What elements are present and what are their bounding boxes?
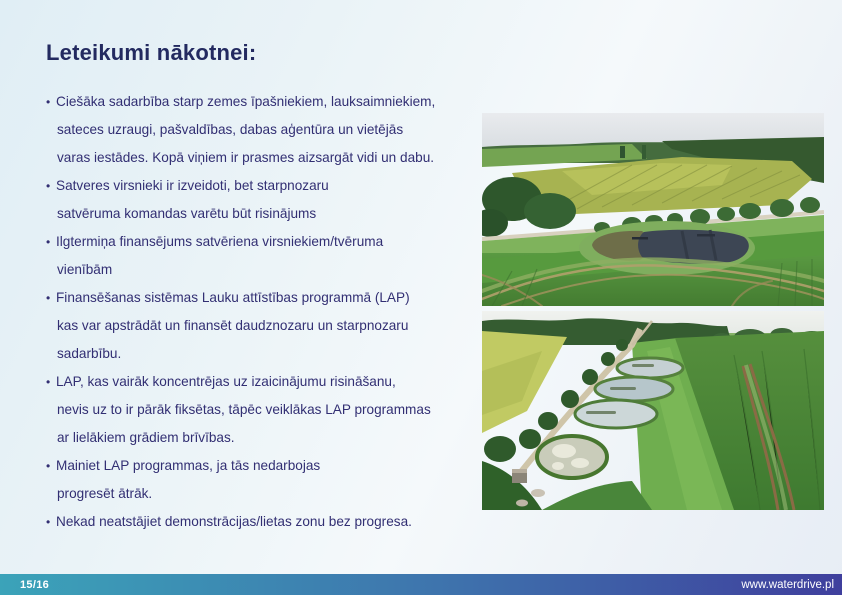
list-item [46,452,480,480]
bullet-marker-icon: • [46,291,51,305]
list-item [46,88,480,116]
list-item-text: vienībām [57,262,113,277]
bullet-marker-icon: • [46,235,51,249]
bullet-list [46,88,480,536]
list-item-text: satvēruma komandas varētu būt risinājums [57,206,317,221]
aerial-photo-top-illustration [482,113,824,306]
list-item-text: progresēt ātrāk. [57,486,153,501]
list-item-text: Ciešāka sadarbība starp zemes īpašniekiem, lauksaimniekiem, [56,94,436,109]
text-column [46,40,480,536]
list-item [46,508,480,536]
list-item [46,228,480,256]
list-item-text: sateces uzraugi, pašvaldības, dabas aģentūra un vietējās [57,122,404,137]
list-item-text: kas var apstrādāt un finansēt daudznozaru un starpnozaru [57,318,409,333]
list-item-text: Mainiet LAP programmas, ja tās nedarbojas [56,458,321,473]
bullet-marker-icon: • [46,375,51,389]
list-item-text: varas iestādes. Kopā viņiem ir prasmes aizsargāt vidi un dabu. [57,150,435,165]
list-item-text: Satveres virsnieki ir izveidoti, bet starpnozaru [56,178,329,193]
bullet-marker-icon: • [46,179,51,193]
website-url: www.waterdrive.pl [741,578,834,591]
bullet-marker-icon: • [46,459,51,473]
aerial-photo-pond-series [482,311,824,510]
list-item [46,368,480,396]
list-item-text: Nekad neatstājiet demonstrācijas/lietas zonu bez progresa. [56,514,412,529]
list-item-text: Ilgtermiņa finansējums satvēriena virsniekiem/tvēruma [56,234,384,249]
footer-bar [0,574,842,595]
list-item-text: Finansēšanas sistēmas Lauku attīstības programmā (LAP) [56,290,410,305]
bullet-marker-icon: • [46,95,51,109]
aerial-photo-pond-fields [482,113,824,306]
list-item-text: ar lielākiem grādiem brīvības. [57,430,235,445]
page-number: 15/16 [20,578,50,591]
list-item [46,284,480,312]
aerial-photo-bottom-illustration [482,311,824,510]
list-item [46,172,480,200]
list-item-text: sadarbību. [57,346,122,361]
list-item-text: nevis uz to ir pārāk fiksētas, tāpēc veiklākas LAP programmas [57,402,431,417]
list-item-text: LAP, kas vairāk koncentrējas uz izaicinājumu risināšanu, [56,374,396,389]
bullet-marker-icon: • [46,515,51,529]
page-title: Leteikumi nākotnei: [46,40,257,65]
